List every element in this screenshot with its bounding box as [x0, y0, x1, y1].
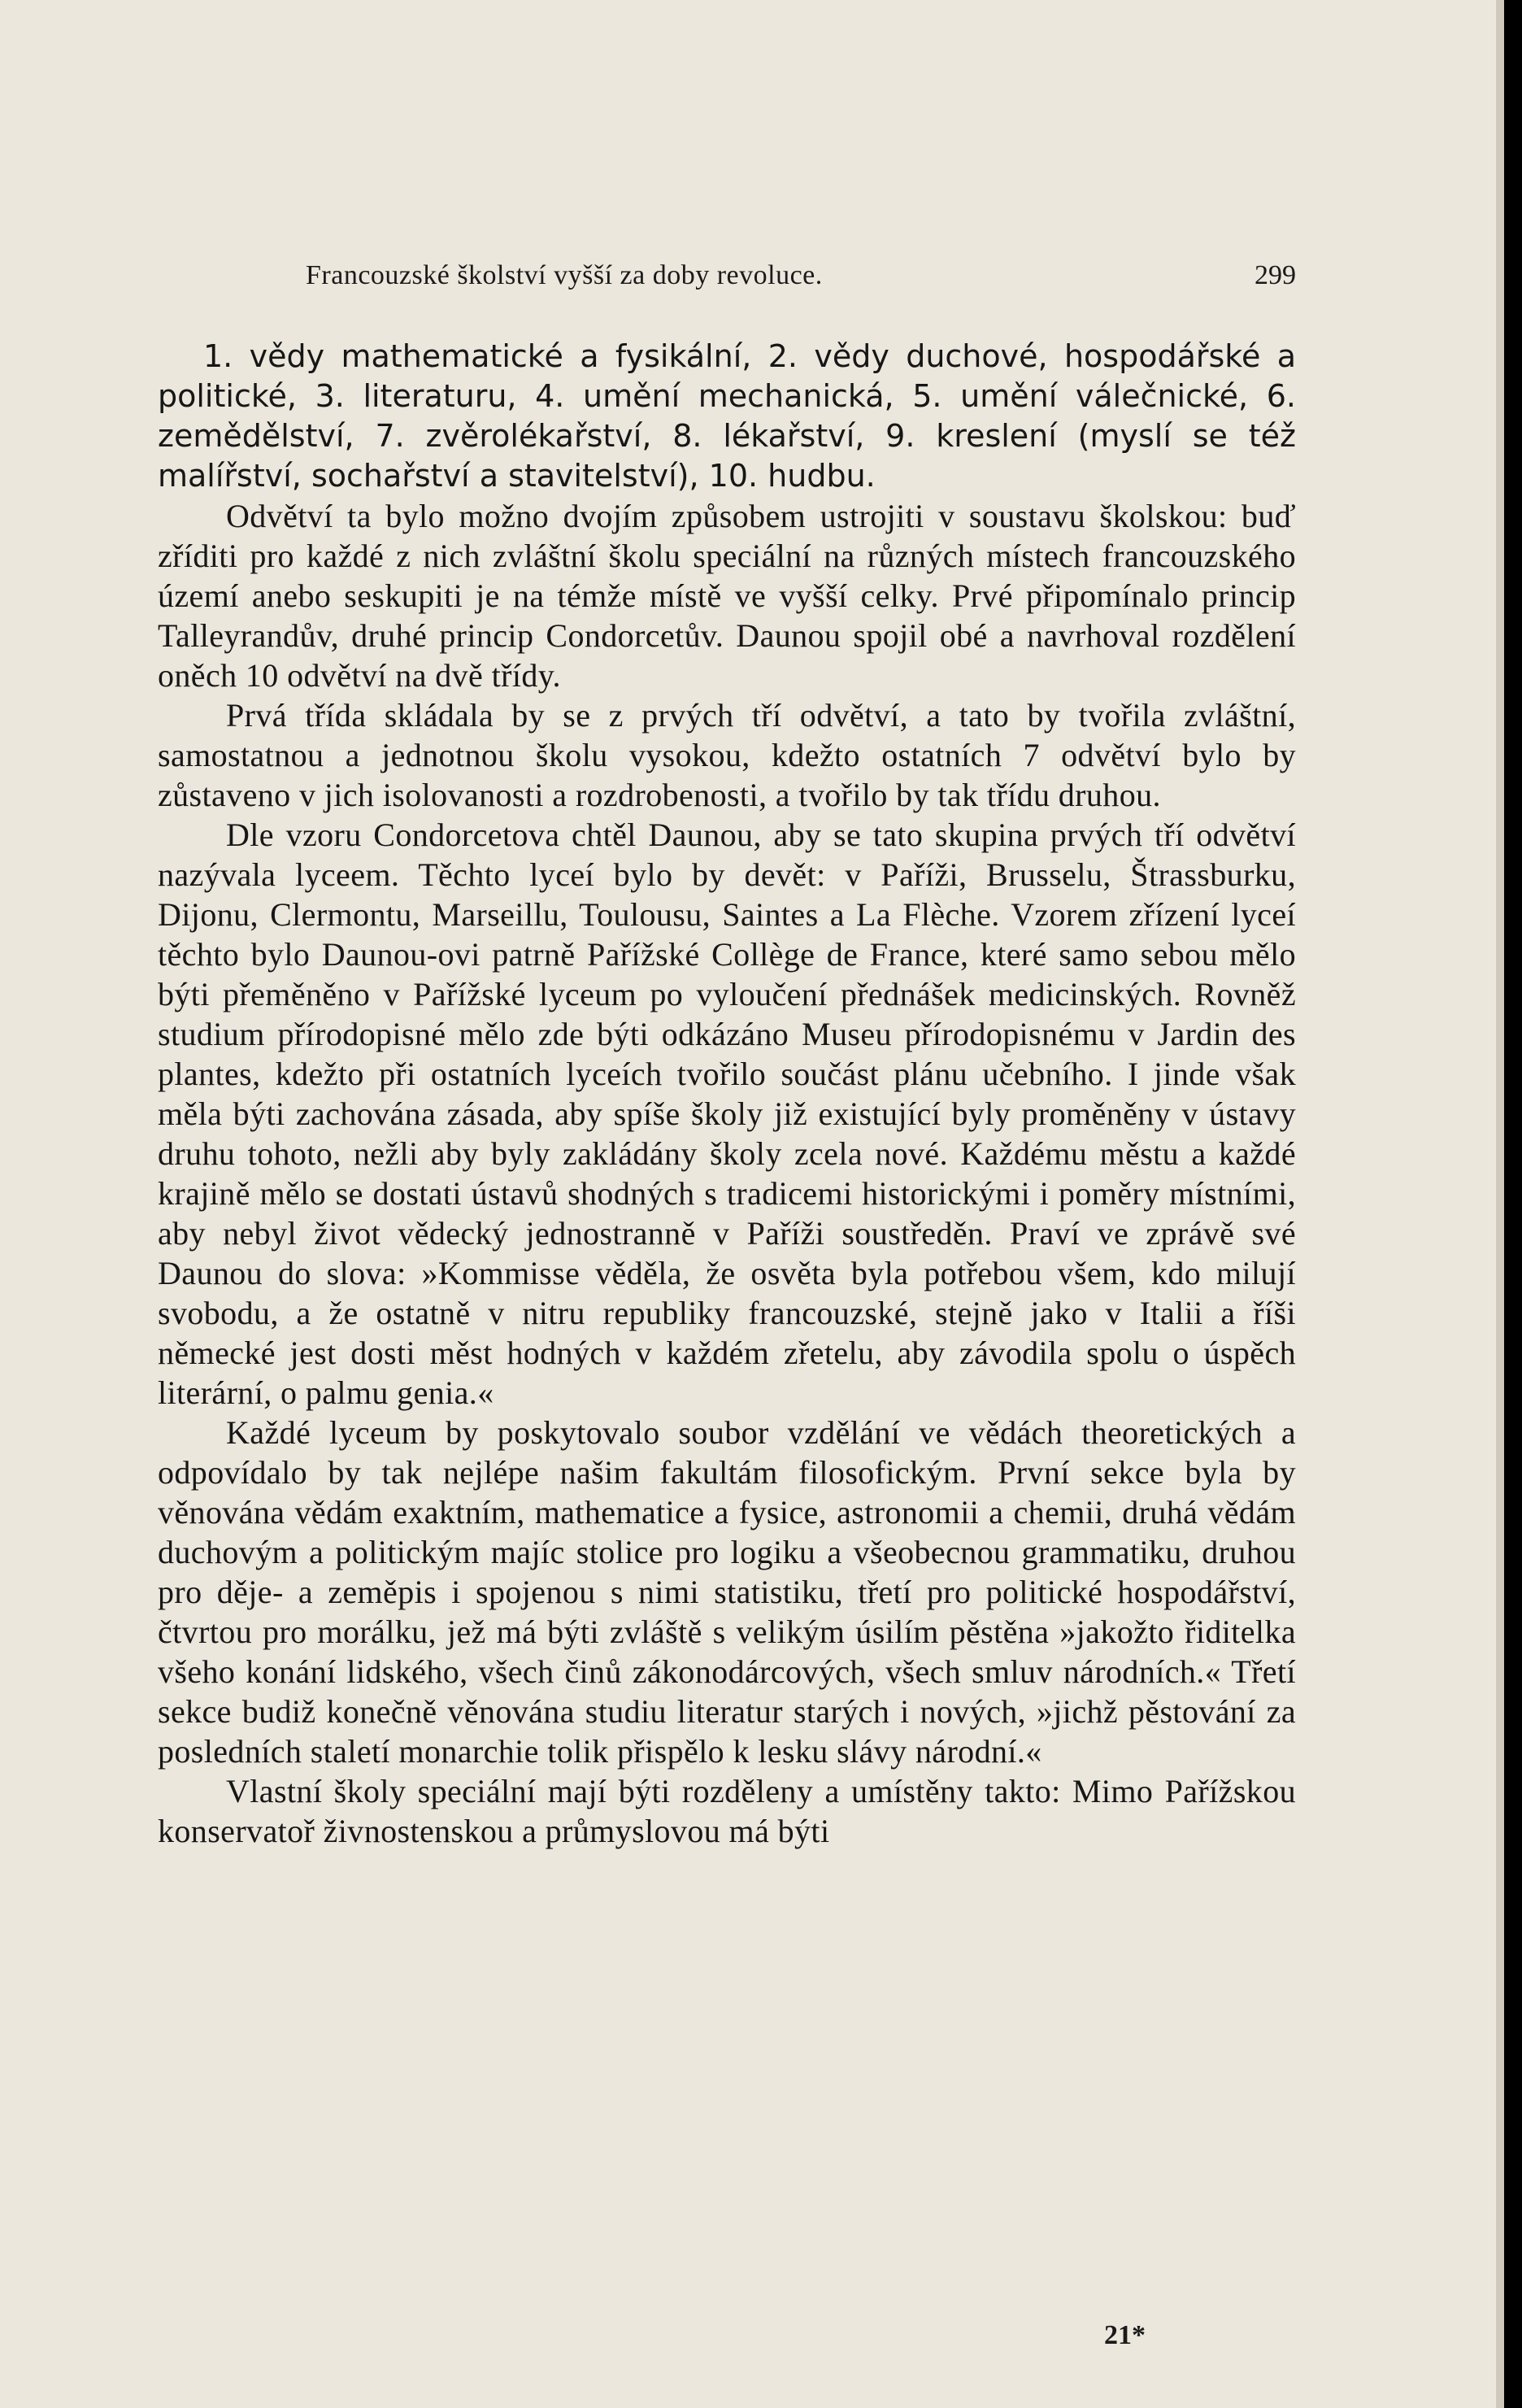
paragraph: Vlastní školy speciální mají býti rozděleny a umístěny takto: Mimo Pařížskou konservatoř živnostenskou a průmyslovou má býti [158, 1773, 1296, 1849]
paragraph: 1. vědy mathematické a fysikální, 2. vědy duchové, hospodářské a politické, 3. literaturu, 4. umění mechanická, 5. umění válečnické, 6. zemědělství, 7. zvěrolékařství, 8. lékařství, 9. kreslení (myslí se též malířství, sochařství a stavitelství), 10. hudbu. [158, 338, 1296, 494]
signature-mark: 21* [1104, 2320, 1146, 2350]
paragraph: Dle vzoru Condorcetova chtěl Daunou, aby se tato skupina prvých tří odvětví nazývala lyceem. Těchto lyceí bylo by devět: v Paříži, Brusselu, Štrassburku, Dijonu, Clermontu, Marseillu, Toulousu, Saintes a La Flèche. Vzorem zřízení lyceí těchto bylo Daunou-ovi patrně Pařížské Collège de France, které samo sebou mělo býti přeměněno v Pařížské lyceum po vyloučení přednášek medicinských. Rovněž studium přírodopisné mělo zde býti odkázáno Museu přírodopisnému v Jardin des plantes, kdežto při ostatních lyceích tvořilo součást plánu učebního. I jinde však měla býti zachována zásada, aby spíše školy již existující byly proměněny v ústavy druhu tohoto, nežli aby byly zakládány školy zcela nové. Každému městu a každé krajině mělo se dostati ústavů shodných s tradicemi historickými i poměry místními, aby nebyl život vědecký jednostranně v Paříži soustředěn. Praví ve zprávě své Daunou do slova: »Kommisse věděla, že osvěta byla potřebou všem, kdo milují svobodu, a že ostatně v nitru republiky francouzské, stejně jako v Italii a říši německé jest dosti měst hodných v každém zřetelu, aby závodila spolu o úspěch literární, o palmu genia.« [158, 816, 1296, 1411]
body-text [158, 337, 1296, 1851]
page-header [265, 260, 1296, 298]
page-number: 299 [1255, 260, 1296, 290]
paragraph: Každé lyceum by poskytovalo soubor vzdělání ve vědách theoretických a odpovídalo by tak nejlépe našim fakultám filosofickým. První sekce byla by věnována vědám exaktním, mathematice a fysice, astronomii a chemii, druhá vědám duchovým a politickým majíc stolice pro logiku a všeobecnou grammatiku, druhou pro děje- a zeměpis i spojenou s nimi statistiku, třetí pro politické hospodářství, čtvrtou pro morálku, jež má býti zvláště s velikým úsilím pěstěna »jakožto řiditelka všeho konání lidského, všech činů zákonodárcových, všech smluv národních.« Třetí sekce budiž konečně věnována studiu literatur starých i nových, »jichž pěstování za posledních staletí monarchie tolik přispělo k lesku slávy národní.« [158, 1414, 1296, 1770]
running-title: Francouzské školství vyšší za doby revoluce. [306, 260, 823, 290]
paragraph: Odvětví ta bylo možno dvojím způsobem ustrojiti v soustavu školskou: buď zříditi pro každé z nich zvláštní školu speciální na různých místech francouzského území anebo seskupiti je na témže místě ve vyšší celky. Prvé připomínalo princip Talleyrandův, druhé princip Condorcetův. Daunou spojil obé a navrhoval rozdělení oněch 10 odvětví na dvě třídy. [158, 498, 1296, 694]
paragraph: Prvá třída skládala by se z prvých tří odvětví, a tato by tvořila zvláštní, samostatnou a jednotnou školu vysokou, kdežto ostatních 7 odvětví bylo by zůstaveno v jich isolovanosti a rozdrobenosti, a tvořilo by tak třídu druhou. [158, 697, 1296, 813]
